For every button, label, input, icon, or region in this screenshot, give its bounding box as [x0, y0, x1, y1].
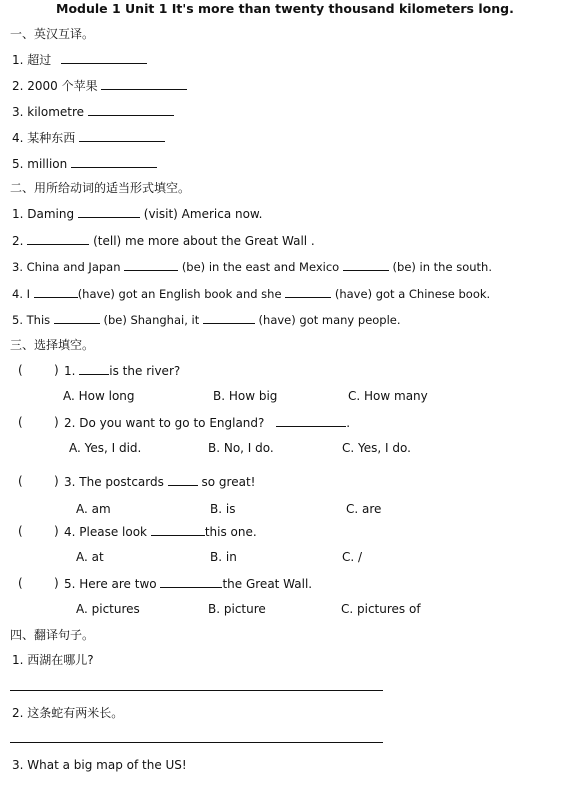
s3-q2-option-b[interactable]: B. No, I do.: [208, 441, 274, 455]
s3-q4-option-c[interactable]: C. /: [342, 550, 363, 564]
s2-q1-part-a: 1. Daming: [12, 207, 75, 221]
answer-paren-open: (: [18, 474, 23, 488]
s1-item-3-text: 3. kilometre: [12, 105, 85, 119]
s3-question-2: [64, 415, 350, 430]
answer-blank[interactable]: [203, 312, 255, 324]
s2-question-1: [12, 206, 262, 221]
answer-line[interactable]: [10, 742, 383, 743]
s3-q3-text: 3. The postcards: [64, 475, 164, 489]
s3-question-5: [64, 576, 312, 591]
s2-q4-part-b: (have) got an English book and she: [77, 287, 282, 301]
answer-blank[interactable]: [343, 259, 389, 271]
s2-question-2: [12, 233, 315, 248]
s2-question-3: [12, 259, 492, 274]
s1-item-4: [12, 130, 165, 145]
s2-q3-part-b: (be) in the east and Mexico: [181, 260, 340, 274]
s3-question-1: [64, 363, 180, 378]
s1-item-4-text: 4. 某种东西: [12, 131, 76, 145]
answer-blank[interactable]: [160, 576, 222, 588]
s3-q3-option-c[interactable]: C. are: [346, 502, 382, 516]
answer-blank[interactable]: [151, 524, 205, 536]
s1-item-2: [12, 78, 187, 93]
answer-blank[interactable]: [71, 156, 157, 168]
s3-q1-text: is the river?: [109, 364, 181, 378]
s3-q2-end: .: [346, 416, 351, 430]
section-2-heading: 二、用所给动词的适当形式填空。: [10, 181, 191, 195]
answer-paren-close: ): [54, 524, 59, 538]
s3-q1-option-c[interactable]: C. How many: [348, 389, 428, 403]
s4-item-1: 1. 西湖在哪儿?: [12, 653, 94, 667]
answer-paren-close: ): [54, 576, 59, 590]
page-title: Module 1 Unit 1 It's more than twenty thousand kilometers long.: [56, 1, 514, 16]
s3-q1-number: 1.: [64, 364, 76, 378]
s2-q5-part-c: (have) got many people.: [258, 313, 401, 327]
s3-question-4: [64, 524, 257, 539]
answer-blank[interactable]: [54, 312, 100, 324]
s3-q1-option-a[interactable]: A. How long: [63, 389, 135, 403]
s3-q5-option-c[interactable]: C. pictures of: [341, 602, 421, 616]
answer-blank[interactable]: [124, 259, 178, 271]
section-1-heading: 一、英汉互译。: [10, 27, 95, 41]
s1-item-5-text: 5. million: [12, 157, 68, 171]
s2-q2-part-a: 2.: [12, 234, 24, 248]
answer-paren-open: (: [18, 524, 23, 538]
s3-q5-option-a[interactable]: A. pictures: [76, 602, 140, 616]
answer-blank[interactable]: [276, 415, 346, 427]
s2-question-5: [12, 312, 401, 327]
s2-q4-part-c: (have) got a Chinese book.: [334, 287, 491, 301]
answer-blank[interactable]: [101, 78, 187, 90]
s3-q5-text: 5. Here are two: [64, 577, 157, 591]
answer-paren-open: (: [18, 576, 23, 590]
section-3-heading: 三、选择填空。: [10, 338, 95, 352]
s3-q2-option-c[interactable]: C. Yes, I do.: [342, 441, 411, 455]
s1-item-2-text: 2. 2000 个苹果: [12, 79, 98, 93]
s1-item-1: [12, 52, 147, 67]
s1-item-3: [12, 104, 174, 119]
answer-paren-close: ): [54, 474, 59, 488]
s3-q2-text: 2. Do you want to go to England?: [64, 416, 265, 430]
s2-q2-part-b: (tell) me more about the Great Wall .: [93, 234, 315, 248]
s4-item-2: 2. 这条蛇有两米长。: [12, 706, 124, 720]
answer-paren-open: (: [18, 415, 23, 429]
s3-q3-tail: so great!: [201, 475, 256, 489]
answer-blank[interactable]: [168, 474, 198, 486]
answer-blank[interactable]: [27, 233, 89, 245]
s3-q1-option-b[interactable]: B. How big: [213, 389, 278, 403]
s3-q3-option-b[interactable]: B. is: [210, 502, 236, 516]
s2-q3-part-a: 3. China and Japan: [12, 260, 121, 274]
s4-item-3: 3. What a big map of the US!: [12, 758, 187, 772]
s2-q3-part-c: (be) in the south.: [392, 260, 492, 274]
s2-q4-part-a: 4. I: [12, 287, 31, 301]
answer-paren-close: ): [54, 363, 59, 377]
s2-q1-part-b: (visit) America now.: [143, 207, 263, 221]
answer-blank[interactable]: [78, 206, 140, 218]
answer-blank[interactable]: [88, 104, 174, 116]
s3-q4-option-a[interactable]: A. at: [76, 550, 104, 564]
answer-paren-open: (: [18, 363, 23, 377]
s1-item-1-text: 1. 超过: [12, 53, 52, 67]
s1-item-5: [12, 156, 157, 171]
answer-paren-close: ): [54, 415, 59, 429]
s3-q4-option-b[interactable]: B. in: [210, 550, 237, 564]
s3-q5-tail: the Great Wall.: [222, 577, 313, 591]
answer-blank[interactable]: [285, 286, 331, 298]
answer-blank[interactable]: [79, 130, 165, 142]
answer-line[interactable]: [10, 690, 383, 691]
answer-blank[interactable]: [61, 52, 147, 64]
s2-q5-part-a: 5. This: [12, 313, 51, 327]
s3-q2-option-a[interactable]: A. Yes, I did.: [69, 441, 142, 455]
s2-question-4: [12, 286, 490, 301]
s2-q5-part-b: (be) Shanghai, it: [103, 313, 200, 327]
s3-q5-option-b[interactable]: B. picture: [208, 602, 266, 616]
s3-q4-tail: this one.: [204, 525, 257, 539]
answer-blank[interactable]: [34, 286, 78, 298]
section-4-heading: 四、翻译句子。: [10, 628, 95, 642]
s3-q4-text: 4. Please look: [64, 525, 147, 539]
answer-blank[interactable]: [79, 363, 109, 375]
s3-question-3: [64, 474, 255, 489]
s3-q3-option-a[interactable]: A. am: [76, 502, 111, 516]
